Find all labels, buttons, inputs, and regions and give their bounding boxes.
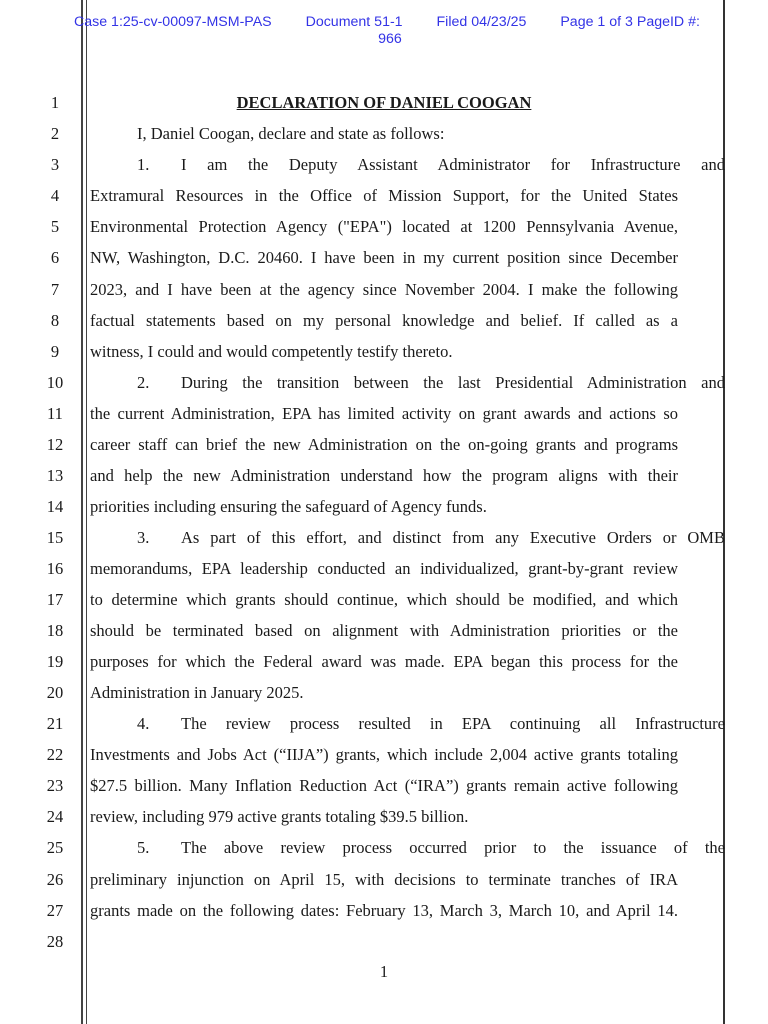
paragraph-number: 3. bbox=[137, 528, 150, 547]
body-line: priorities including ensuring the safeguard of Agency funds. bbox=[90, 497, 487, 516]
paragraph-number: 1. bbox=[137, 155, 150, 174]
line-number: 9 bbox=[50, 342, 60, 361]
left-margin-rule-inner bbox=[86, 0, 88, 1024]
court-filing-header bbox=[70, 14, 710, 48]
document-title: DECLARATION OF DANIEL COOGAN bbox=[236, 93, 532, 112]
line-number: 11 bbox=[47, 404, 63, 423]
line-number: 6 bbox=[50, 248, 60, 267]
right-margin-rule bbox=[723, 0, 725, 1024]
body-line: review, including 979 active grants totaling $39.5 billion. bbox=[90, 807, 469, 826]
line-number: 19 bbox=[46, 652, 64, 671]
paragraph-number: 4. bbox=[137, 714, 150, 733]
body-line: Administration in January 2025. bbox=[90, 683, 304, 702]
filed-date: Filed 04/23/25 bbox=[436, 14, 527, 30]
body-line: factual statements based on my personal knowledge and belief. If called as a bbox=[90, 311, 678, 330]
page-number: 1 bbox=[379, 962, 389, 981]
body-line: witness, I could and would competently testify thereto. bbox=[90, 342, 453, 361]
body-line: grants made on the following dates: February 13, March 3, March 10, and April 14. bbox=[90, 901, 678, 920]
line-number: 18 bbox=[46, 621, 64, 640]
paragraph-3-start: 3. As part of this effort, and distinct from any Executive Orders or OMB bbox=[137, 528, 725, 547]
body-line: should be terminated based on alignment with Administration priorities or the bbox=[90, 621, 678, 640]
body-line: memorandums, EPA leadership conducted an individualized, grant-by-grant review bbox=[90, 559, 678, 578]
body-line: 2023, and I have been at the agency since November 2004. I make the following bbox=[90, 280, 678, 299]
line-number: 4 bbox=[50, 186, 60, 205]
paragraph-4-start: 4. The review process resulted in EPA continuing all Infrastructure bbox=[137, 714, 725, 733]
line-number: 1 bbox=[50, 93, 60, 112]
line-number: 21 bbox=[46, 714, 64, 733]
line-number: 22 bbox=[46, 745, 64, 764]
line-number: 28 bbox=[46, 932, 64, 951]
paragraph-1-start: 1. I am the Deputy Assistant Administrator for Infrastructure and bbox=[137, 155, 725, 174]
body-line: to determine which grants should continue, which should be modified, and which bbox=[90, 590, 678, 609]
line-number: 12 bbox=[46, 435, 64, 454]
line-number: 5 bbox=[50, 217, 60, 236]
line-number: 15 bbox=[46, 528, 64, 547]
line-number: 25 bbox=[46, 838, 64, 857]
body-line: $27.5 billion. Many Inflation Reduction Act (“IRA”) grants remain active following bbox=[90, 776, 678, 795]
body-line: the current Administration, EPA has limited activity on grant awards and actions so bbox=[90, 404, 678, 423]
body-line: Extramural Resources in the Office of Mission Support, for the United States bbox=[90, 186, 678, 205]
line-number: 3 bbox=[50, 155, 60, 174]
paragraph-5-start: 5. The above review process occurred prior to the issuance of the bbox=[137, 838, 725, 857]
paragraph-2-start: 2. During the transition between the last Presidential Administration and bbox=[137, 373, 725, 392]
paragraph-number: 5. bbox=[137, 838, 150, 857]
body-line: purposes for which the Federal award was made. EPA began this process for the bbox=[90, 652, 678, 671]
line-number: 23 bbox=[46, 776, 64, 795]
body-line: Investments and Jobs Act (“IIJA”) grants, which include 2,004 active grants totaling bbox=[90, 745, 678, 764]
line-number: 26 bbox=[46, 870, 64, 889]
body-line: career staff can brief the new Administration on the on-going grants and programs bbox=[90, 435, 678, 454]
line-number: 14 bbox=[46, 497, 64, 516]
line-number: 13 bbox=[46, 466, 64, 485]
line-number: 17 bbox=[46, 590, 64, 609]
line-number: 10 bbox=[46, 373, 64, 392]
line-number: 20 bbox=[46, 683, 64, 702]
body-line: I, Daniel Coogan, declare and state as follows: bbox=[137, 124, 445, 143]
line-number: 7 bbox=[50, 280, 60, 299]
paragraph-number: 2. bbox=[137, 373, 150, 392]
case-number: Case 1:25-cv-00097-MSM-PAS bbox=[74, 14, 272, 30]
body-line: and help the new Administration understand how the program aligns with their bbox=[90, 466, 678, 485]
line-number: 24 bbox=[46, 807, 64, 826]
line-number: 16 bbox=[46, 559, 64, 578]
body-line: NW, Washington, D.C. 20460. I have been in my current position since December bbox=[90, 248, 678, 267]
line-number: 27 bbox=[46, 901, 64, 920]
left-margin-rule bbox=[81, 0, 83, 1024]
page-info: Page 1 of 3 PageID #: bbox=[560, 14, 700, 30]
body-line: Environmental Protection Agency ("EPA") located at 1200 Pennsylvania Avenue, bbox=[90, 217, 678, 236]
page-id: 966 bbox=[378, 31, 402, 47]
body-line: preliminary injunction on April 15, with decisions to terminate tranches of IRA bbox=[90, 870, 678, 889]
line-number: 2 bbox=[50, 124, 60, 143]
document-number: Document 51-1 bbox=[305, 14, 403, 30]
line-number: 8 bbox=[50, 311, 60, 330]
